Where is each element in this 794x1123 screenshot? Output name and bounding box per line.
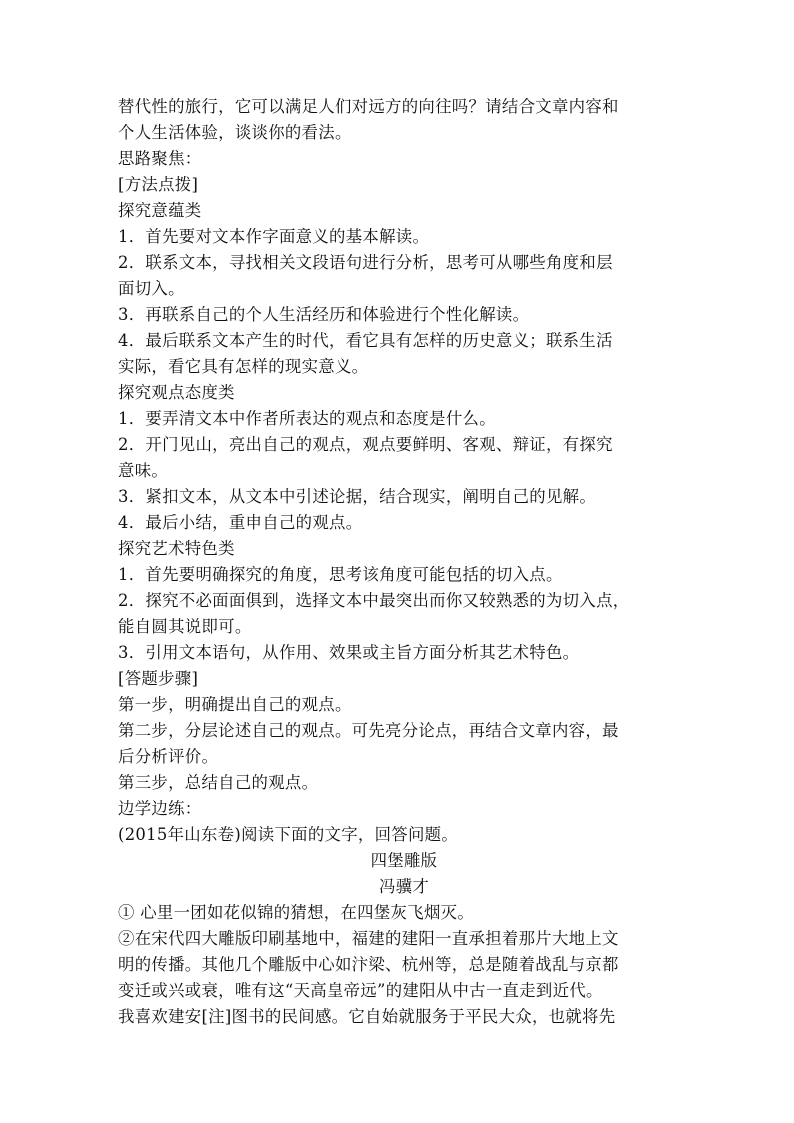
article-paragraph-line: 变迁或兴或衰，唯有这“天高皇帝远”的建阳从中古一直走到近代。 xyxy=(118,981,603,1000)
subsection-heading: 探究意蕴类 xyxy=(118,201,202,220)
document-page xyxy=(118,94,690,1030)
article-paragraph-line: ②在宋代四大雕版印刷基地中，福建的建阳一直承担着那片大地上文 xyxy=(118,929,619,948)
subsection-heading: 探究艺术特色类 xyxy=(118,539,235,558)
step-item: 第一步，明确提出自己的观点。 xyxy=(118,695,352,714)
list-item: 4．最后联系文本产生的时代，看它具有怎样的历史意义；联系生活 xyxy=(118,331,613,350)
text-line: 替代性的旅行，它可以满足人们对远方的向往吗？请结合文章内容和 xyxy=(118,97,619,116)
list-item: 3．再联系自己的个人生活经历和体验进行个性化解读。 xyxy=(118,305,530,324)
section-heading: 思路聚焦： xyxy=(118,149,202,168)
list-item-continuation: 意味。 xyxy=(118,461,169,480)
article-title: 四堡雕版 xyxy=(370,851,438,870)
list-item-continuation: 面切入。 xyxy=(118,279,185,298)
text-line: 个人生活体验，谈谈你的看法。 xyxy=(118,123,352,142)
article-paragraph-line: 明的传播。其他几个雕版中心如汴梁、杭州等，总是随着战乱与京都 xyxy=(118,955,619,974)
article-paragraph-line: 我喜欢建安[注]图书的民间感。它自始就服务于平民大众，也就将先 xyxy=(118,1007,616,1026)
section-heading: [方法点拨] xyxy=(118,175,199,194)
list-item: 2．开门见山，亮出自己的观点，观点要鲜明、客观、辩证，有探究 xyxy=(118,435,613,454)
step-item-continuation: 后分析评价。 xyxy=(118,747,219,766)
section-heading: [答题步骤] xyxy=(118,669,199,688)
subsection-heading: 探究观点态度类 xyxy=(118,383,235,402)
list-item: 2．探究不必面面俱到，选择文本中最突出而你又较熟悉的为切入点， xyxy=(118,591,630,610)
article-author: 冯骥才 xyxy=(378,877,430,896)
section-heading: 边学边练： xyxy=(118,799,202,818)
list-item: 3．紧扣文本，从文本中引述论据，结合现实，阐明自己的见解。 xyxy=(118,487,597,506)
list-item: 1．要弄清文本中作者所表达的观点和态度是什么。 xyxy=(118,409,496,428)
article-paragraph-line: ① 心里一团如花似锦的猜想，在四堡灰飞烟灭。 xyxy=(118,903,475,922)
list-item: 2．联系文本，寻找相关文段语句进行分析，思考可从哪些角度和层 xyxy=(118,253,613,272)
exercise-prompt: (2015年山东卷)阅读下面的文字，回答问题。 xyxy=(118,825,459,844)
list-item: 1．首先要对文本作字面意义的基本解读。 xyxy=(118,227,430,246)
step-item: 第三步，总结自己的观点。 xyxy=(118,773,319,792)
step-item: 第二步，分层论述自己的观点。可先亮分论点，再结合文章内容，最 xyxy=(118,721,619,740)
list-item-continuation: 实际，看它具有怎样的现实意义。 xyxy=(118,357,369,376)
list-item-continuation: 能自圆其说即可。 xyxy=(118,617,252,636)
list-item: 4．最后小结，重申自己的观点。 xyxy=(118,513,363,532)
list-item: 3．引用文本语句，从作用、效果或主旨方面分析其艺术特色。 xyxy=(118,643,580,662)
list-item: 1．首先要明确探究的角度，思考该角度可能包括的切入点。 xyxy=(118,565,563,584)
